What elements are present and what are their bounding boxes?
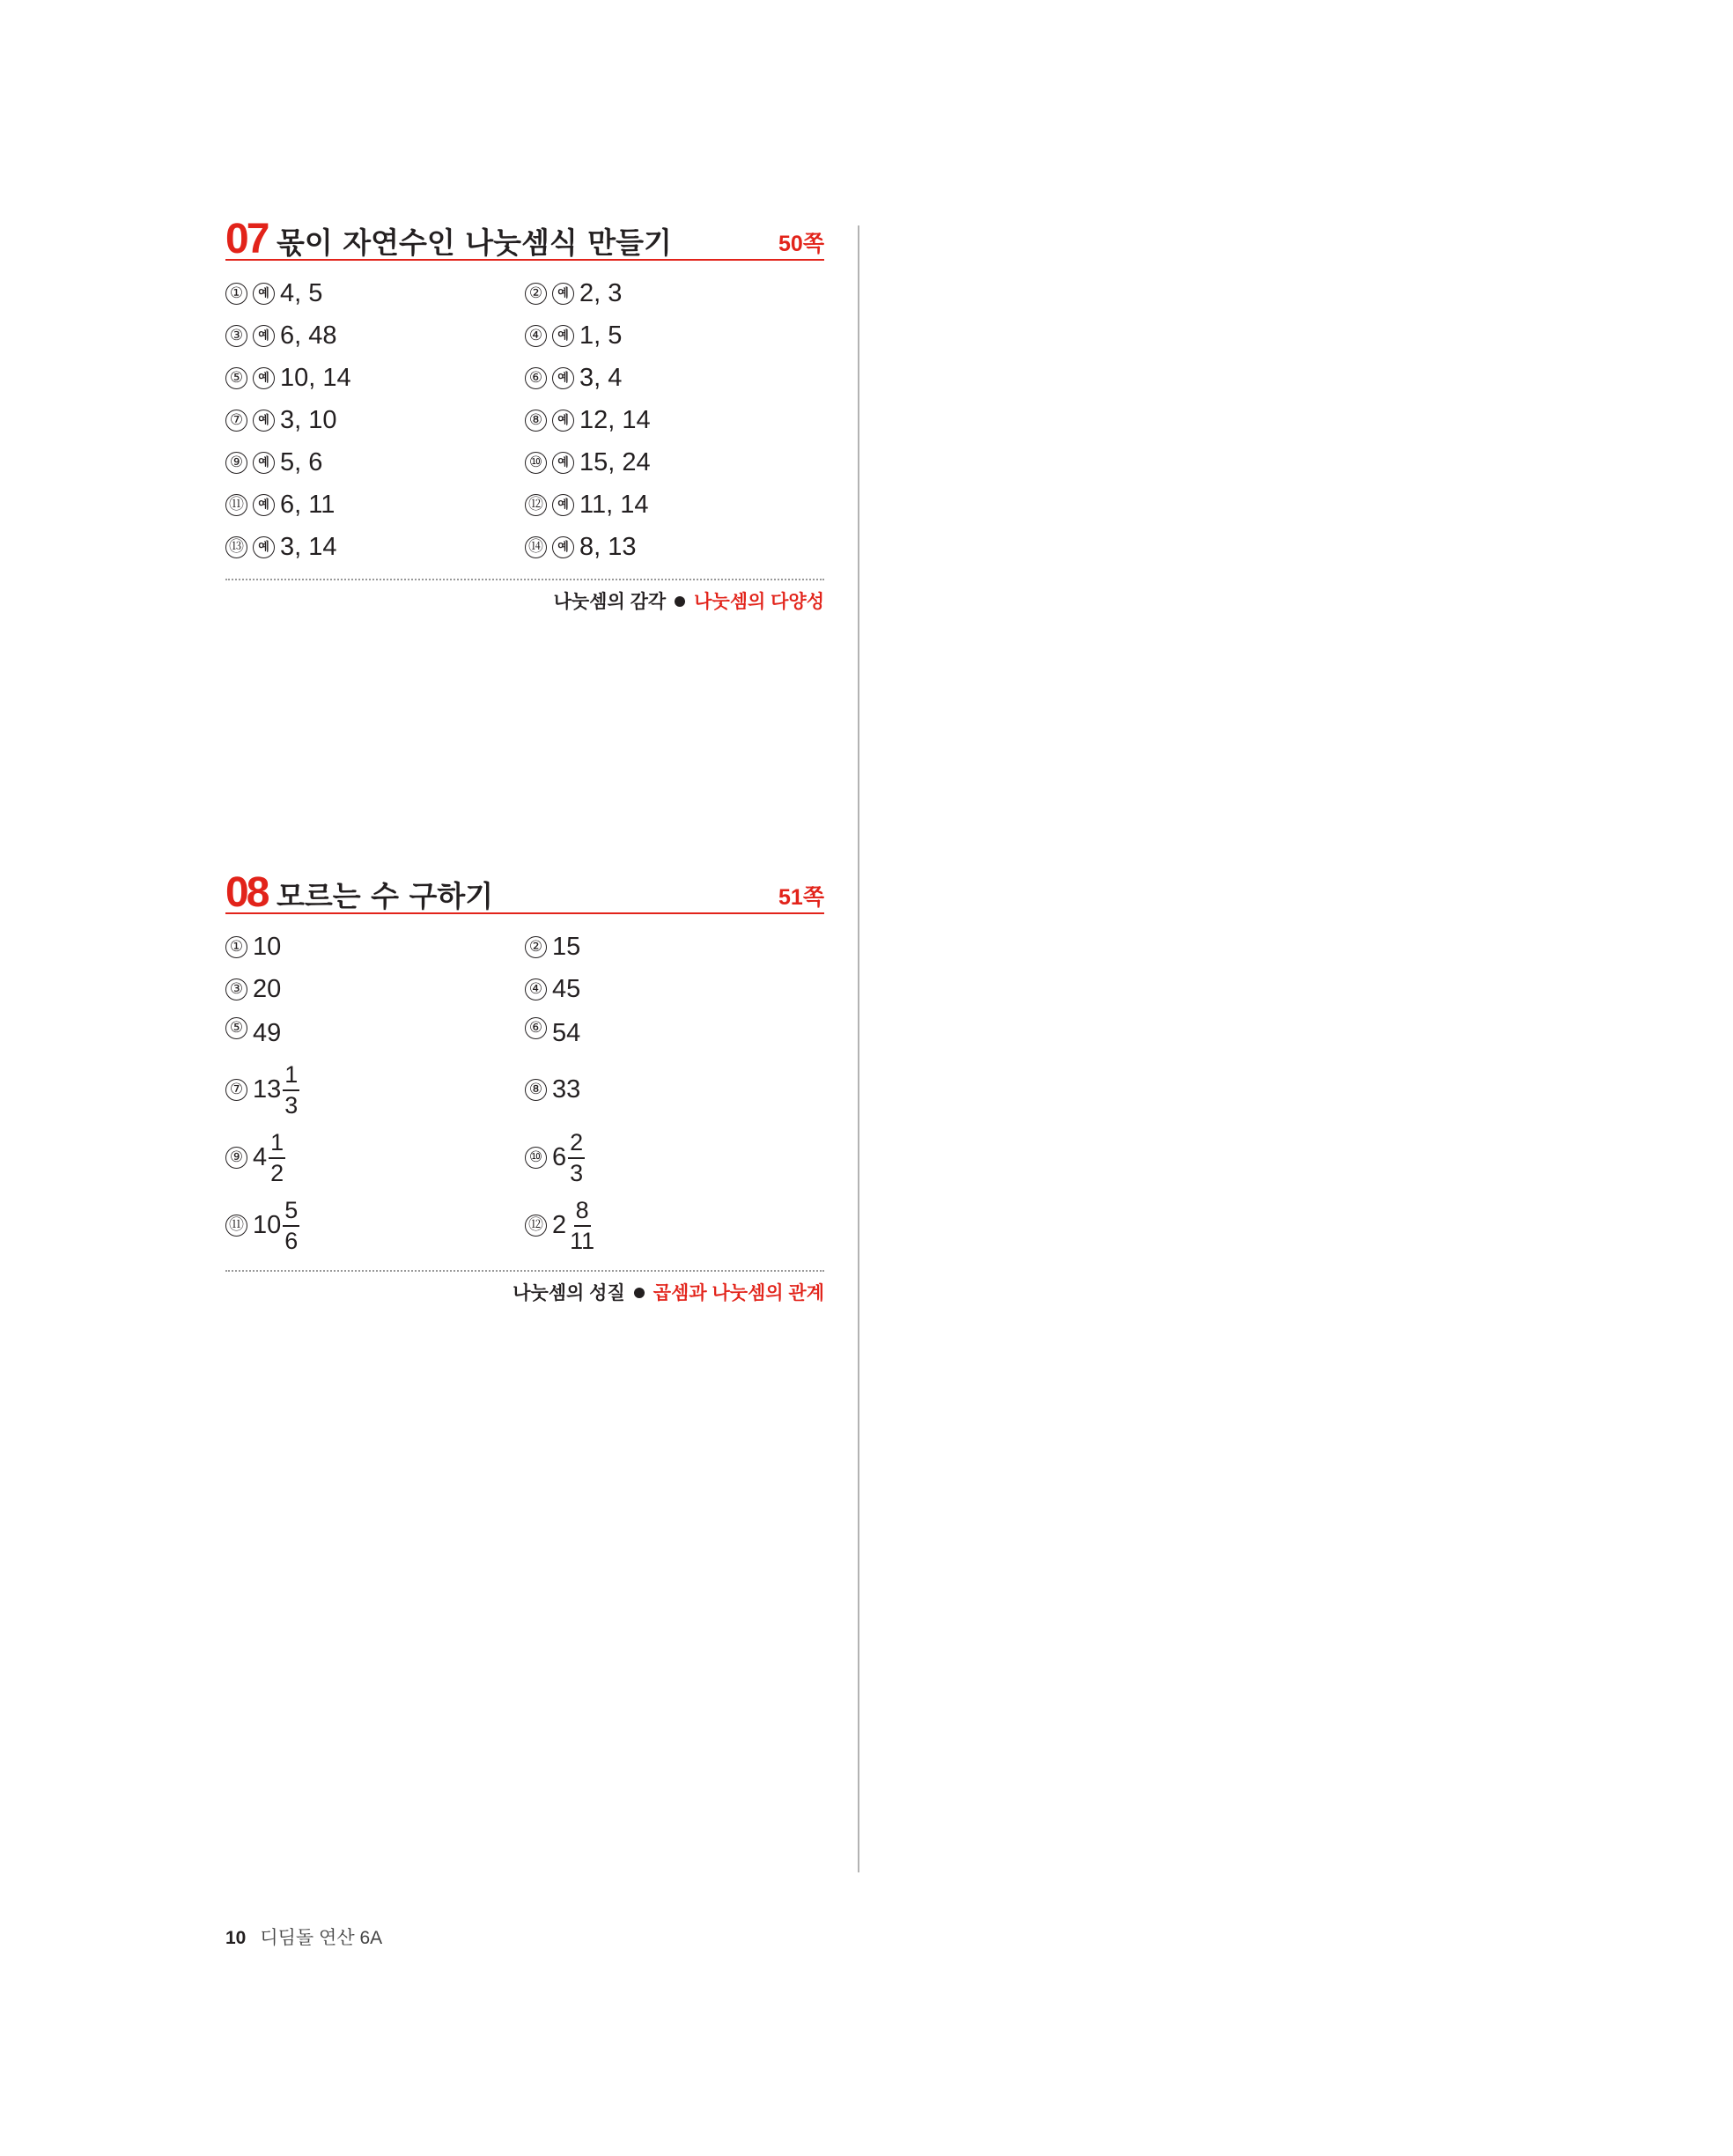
answer-item: [525, 278, 824, 307]
fraction: [568, 1196, 596, 1254]
example-mark: 예: [552, 283, 574, 305]
bullet-icon: [634, 1288, 645, 1298]
answer-item: [225, 278, 525, 307]
answer-item: [225, 365, 525, 391]
numerator: 1: [269, 1131, 285, 1159]
denominator: 3: [570, 1159, 584, 1186]
answer-item: [525, 447, 824, 476]
numerator: 8: [574, 1199, 591, 1227]
answer-item: [225, 934, 525, 960]
answer-item: [225, 974, 525, 1003]
answer-item: [225, 1196, 525, 1254]
item-number: ③: [225, 325, 247, 347]
answer-value: 12, 14: [579, 405, 651, 434]
page-reference: 51쪽: [778, 885, 824, 910]
item-number: ⑥: [525, 367, 547, 389]
example-mark: 예: [552, 410, 574, 432]
item-number: ⑤: [225, 367, 247, 389]
answer-item: [525, 1196, 824, 1254]
item-number: ⑨: [225, 1147, 247, 1169]
example-mark: 예: [253, 283, 275, 305]
answer-whole: 2: [552, 1211, 567, 1239]
fraction: [269, 1128, 285, 1186]
denominator: 2: [270, 1159, 284, 1186]
answer-grid: [225, 926, 824, 1259]
item-number: ⑦: [225, 410, 247, 432]
item-number: ⑨: [225, 452, 247, 474]
answer-item: [225, 447, 525, 476]
dotted-divider: [225, 1270, 824, 1272]
topic-tag-left: 나눗셈의 감각: [553, 592, 667, 612]
answer-item: [525, 934, 824, 960]
example-mark: 예: [552, 536, 574, 558]
example-mark: 예: [253, 367, 275, 389]
item-number: ③: [225, 978, 247, 1000]
page-number: 10: [225, 1928, 247, 1948]
section-header: [225, 869, 824, 916]
topic-tags: [225, 593, 824, 611]
item-number: ⑫: [525, 494, 547, 516]
answer-value: 3, 14: [280, 532, 337, 561]
item-number: ⑦: [225, 1079, 247, 1101]
page-footer: [225, 1929, 382, 1947]
answer-item: [225, 405, 525, 434]
answer-item: [225, 1018, 525, 1047]
column-divider: [858, 225, 859, 1872]
answer-item: [525, 492, 824, 518]
answer-item: [525, 1128, 824, 1186]
denominator: 3: [284, 1091, 299, 1119]
answer-value: 3, 4: [579, 363, 623, 392]
answer-value: 49: [253, 1018, 282, 1047]
answer-value: 8, 13: [579, 532, 637, 561]
answer-value: 54: [552, 1018, 581, 1047]
item-number: ④: [525, 325, 547, 347]
item-number: ⑪: [225, 1215, 247, 1237]
answer-value: 6, 48: [280, 321, 337, 350]
answer-whole: 13: [253, 1075, 282, 1104]
item-number: ①: [225, 283, 247, 305]
topic-tag-right: 곱셈과 나눗셈의 관계: [653, 1283, 824, 1303]
answer-value: 15, 24: [579, 447, 651, 476]
item-number: ⑧: [525, 1079, 547, 1101]
item-number: ⑧: [525, 410, 547, 432]
answer-value: 33: [552, 1075, 581, 1104]
answer-item: [225, 323, 525, 349]
topic-tag-left: 나눗셈의 성질: [513, 1283, 625, 1303]
answer-item: [225, 532, 525, 561]
fraction: [568, 1128, 585, 1186]
answer-value: 20: [253, 974, 282, 1003]
item-number: ①: [225, 936, 247, 958]
answer-whole: 6: [552, 1143, 567, 1171]
answer-value: 11, 14: [579, 490, 649, 519]
section-number: 07: [225, 216, 268, 262]
bullet-icon: [675, 596, 685, 607]
section-08: [225, 869, 824, 1303]
example-mark: 예: [552, 325, 574, 347]
answer-item: [225, 492, 525, 518]
item-number: ⑩: [525, 1147, 547, 1169]
page-reference: 50쪽: [778, 232, 824, 256]
item-number: ②: [525, 283, 547, 305]
item-number: ⑤: [225, 1017, 247, 1039]
answer-grid: [225, 272, 824, 568]
example-mark: 예: [253, 410, 275, 432]
section-07: [225, 218, 824, 611]
answer-item: [525, 974, 824, 1003]
example-mark: 예: [552, 494, 574, 516]
item-number: ⑩: [525, 452, 547, 474]
answer-value: 45: [552, 974, 581, 1003]
section-title: 몫이 자연수인 나눗셈식 만들기: [277, 225, 672, 260]
answer-value: 15: [552, 932, 581, 961]
answer-value: 4, 5: [280, 278, 323, 307]
item-number: ④: [525, 978, 547, 1000]
item-number: ⑪: [225, 494, 247, 516]
answer-item: [525, 1018, 824, 1047]
answer-value: 2, 3: [579, 278, 623, 307]
numerator: 2: [568, 1131, 585, 1159]
answer-value: 1, 5: [579, 321, 623, 350]
book-title: 디딤돌 연산 6A: [260, 1928, 383, 1948]
item-number: ⑬: [225, 536, 247, 558]
example-mark: 예: [253, 494, 275, 516]
section-title: 모르는 수 구하기: [277, 879, 494, 913]
numerator: 1: [283, 1063, 299, 1091]
answer-whole: 4: [253, 1143, 268, 1171]
example-mark: 예: [552, 367, 574, 389]
answer-value: 10, 14: [280, 363, 351, 392]
item-number: ②: [525, 936, 547, 958]
example-mark: 예: [253, 325, 275, 347]
denominator: 6: [284, 1227, 299, 1254]
denominator: 11: [570, 1227, 595, 1254]
example-mark: 예: [253, 452, 275, 474]
topic-tag-right: 나눗셈의 다양성: [694, 592, 824, 612]
item-number: ⑥: [525, 1017, 547, 1039]
answer-item: [525, 365, 824, 391]
answer-item: [225, 1128, 525, 1186]
dotted-divider: [225, 579, 824, 580]
answer-item: [525, 405, 824, 434]
answer-value: 6, 11: [280, 490, 336, 519]
answer-item: [525, 323, 824, 349]
answer-item: [225, 1060, 525, 1119]
example-mark: 예: [253, 536, 275, 558]
section-number: 08: [225, 869, 268, 916]
item-number: ⑫: [525, 1215, 547, 1237]
answer-whole: 10: [253, 1211, 282, 1239]
topic-tags: [225, 1284, 824, 1303]
answer-item: [525, 1077, 824, 1103]
answer-value: 3, 10: [280, 405, 337, 434]
example-mark: 예: [552, 452, 574, 474]
item-number: ⑭: [525, 536, 547, 558]
section-header: [225, 218, 824, 261]
fraction: [283, 1060, 299, 1119]
numerator: 5: [283, 1199, 299, 1227]
fraction: [283, 1196, 299, 1254]
answer-item: [525, 532, 824, 561]
answer-value: 5, 6: [280, 447, 323, 476]
answer-value: 10: [253, 932, 282, 961]
